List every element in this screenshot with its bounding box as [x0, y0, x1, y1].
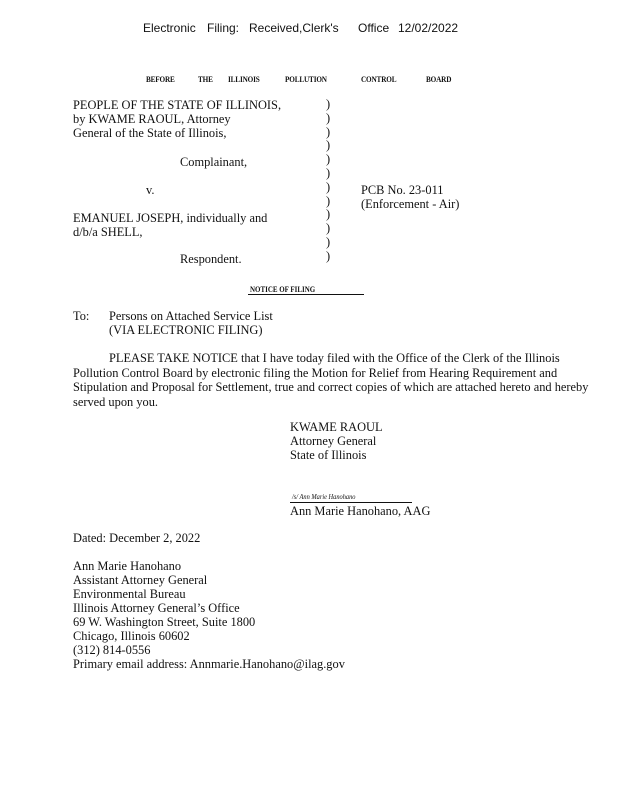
plaintiff-line: PEOPLE OF THE STATE OF ILLINOIS, [73, 98, 282, 112]
paren: ) [326, 221, 331, 236]
paren: ) [326, 97, 331, 111]
paren: ) [326, 248, 331, 263]
stamp-date: 12/02/2022 [398, 21, 459, 35]
board-heading-word: ILLINOIS [228, 74, 260, 84]
board-heading-word: THE [198, 74, 213, 84]
board-heading-word: BEFORE [146, 74, 175, 84]
to-line: (VIA ELECTRONIC FILING) [109, 323, 263, 337]
contact-email: Primary email address: Annmarie.Hanohano@ilag.gov [73, 657, 345, 671]
defendant-caption [73, 211, 267, 239]
contact-office: Illinois Attorney General’s Office [73, 601, 240, 615]
paren: ) [326, 138, 331, 153]
signer-name: Ann Marie Hanohano, AAG [290, 504, 431, 518]
contact-street: 69 W. Washington Street, Suite 1800 [73, 615, 256, 629]
board-heading-word: POLLUTION [285, 74, 327, 84]
notice-title-underline [248, 294, 364, 295]
board-heading-word: CONTROL [361, 74, 397, 84]
caption-parentheses [326, 98, 330, 264]
paren: ) [326, 152, 331, 167]
paren: ) [326, 234, 331, 249]
paren: ) [326, 110, 331, 125]
ag-name: KWAME RAOUL [290, 420, 383, 434]
plaintiff-line: General of the State of Illinois, [73, 126, 227, 140]
defendant-line: d/b/a SHELL, [73, 225, 143, 239]
notice-title: NOTICE OF FILING [250, 284, 316, 294]
case-number: PCB No. 23-011 [361, 183, 444, 197]
contact-bureau: Environmental Bureau [73, 587, 186, 601]
defendant-line: EMANUEL JOSEPH, individually and [73, 211, 268, 225]
stamp-filing: Filing: [207, 21, 240, 35]
electronic-signature: /s/ Ann Marie Hanohano [292, 492, 356, 501]
complainant-label: Complainant, [180, 155, 248, 169]
stamp-received: Received,Clerk's [249, 21, 339, 35]
versus-label: v. [146, 183, 155, 197]
ag-title: Attorney General [290, 434, 377, 448]
paren: ) [326, 179, 331, 194]
ag-state: State of Illinois [290, 448, 367, 462]
contact-city: Chicago, Illinois 60602 [73, 629, 190, 643]
contact-phone: (312) 814-0556 [73, 643, 151, 657]
contact-name: Ann Marie Hanohano [73, 559, 182, 573]
case-type: (Enforcement - Air) [361, 197, 460, 211]
paren: ) [326, 207, 331, 222]
case-info [361, 183, 459, 211]
to-label: To: [73, 309, 90, 323]
to-recipients [109, 309, 273, 337]
paren: ) [326, 165, 331, 180]
dated-line: Dated: December 2, 2022 [73, 531, 201, 545]
board-heading-word: BOARD [426, 74, 452, 84]
plaintiff-caption [73, 98, 281, 140]
stamp-office: Office [358, 21, 390, 35]
paren: ) [326, 124, 331, 139]
ag-signature-block [290, 420, 383, 462]
stamp-electronic: Electronic [143, 21, 196, 35]
signature-line [290, 502, 412, 503]
respondent-label: Respondent. [180, 252, 242, 266]
notice-body: PLEASE TAKE NOTICE that I have today filed with the Office of the Clerk of the Illinois Pollution Control Board by electronic filing the Motion for Relief from Hearing Requirement and Stipulation and Proposal for Settlement, true and correct copies of which are attached hereto and hereby served upon you. [73, 351, 589, 409]
paren: ) [326, 193, 331, 208]
plaintiff-line: by KWAME RAOUL, Attorney [73, 112, 231, 126]
contact-title: Assistant Attorney General [73, 573, 208, 587]
contact-block [73, 559, 345, 671]
to-line: Persons on Attached Service List [109, 309, 273, 323]
